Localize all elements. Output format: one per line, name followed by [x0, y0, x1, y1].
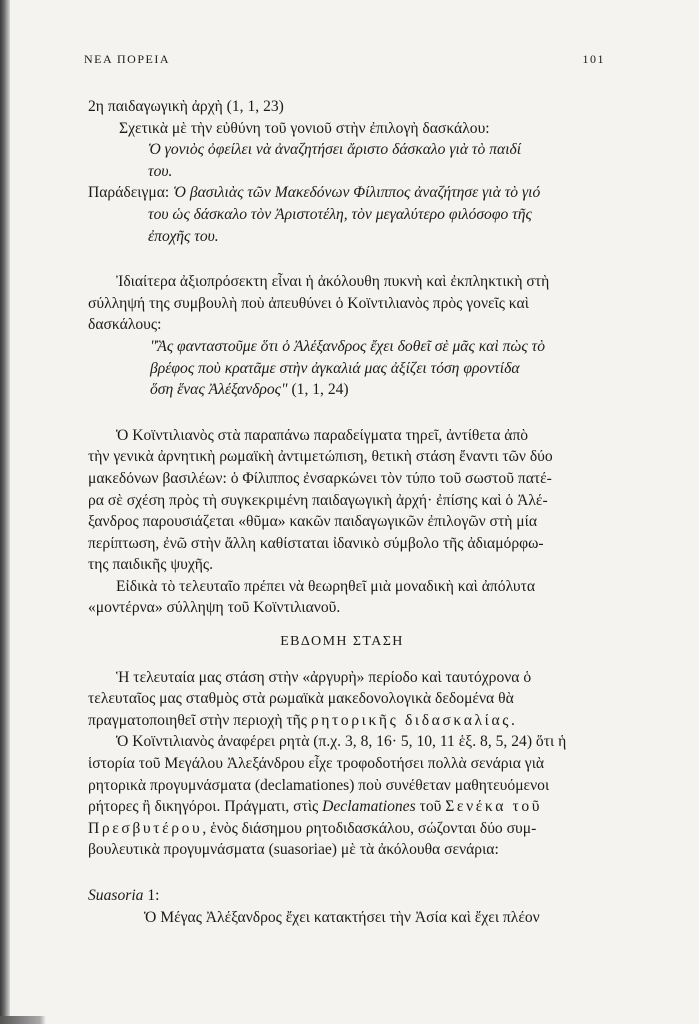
paragraph-line: Ὁ Κοϊντιλιανὸς ἀναφέρει ρητὰ (π.χ. 3, 8, 16· 5, 10, 11 ἑξ. 8, 5, 24) ὅτι ἡ — [116, 733, 567, 751]
quote-line: βρέφος ποὺ κρατᾶμε στὴν ἀγκαλιά μας ἀξίζει τόση φροντίδα — [150, 359, 520, 377]
example-line — [88, 182, 596, 204]
paragraph-line: Ἰδιαίτερα ἀξιοπρόσεκτη εἶναι ἡ ἀκόλουθη πυκνὴ καὶ ἐκπληκτικὴ στὴ — [116, 273, 550, 291]
text-run: ρήτορες ἢ δικηγόροι. Πράγματι, στὶς — [88, 798, 323, 816]
commentary-paragraph — [88, 425, 596, 576]
running-title: ΝΕΑ ΠΟΡΕΙΑ — [84, 52, 170, 66]
body-text — [88, 96, 596, 928]
example-line: ἐποχῆς του. — [148, 227, 219, 245]
paragraph-line: Ἡ τελευταία μας στάση στὴν «ἀργυρὴ» περίοδο καὶ ταυτόχρονα ὁ — [116, 668, 532, 686]
example-line: του ὡς δάσκαλο τὸν Ἀριστοτέλη, τὸν μεγαλύτερο φιλόσοφο τῆς — [148, 205, 532, 223]
example-text: Ὁ βασιλιὰς τῶν Μακεδόνων Φίλιππος ἀναζήτησε γιὰ τὸ γιό — [173, 184, 541, 202]
conclusion-line: Εἰδικὰ τὸ τελευταῖο πρέπει νὰ θεωρηθεῖ μιὰ μοναδικὴ καὶ ἀπόλυτα — [116, 577, 536, 595]
paragraph-line: σύλληψή της συμβουλὴ ποὺ ἀπευθύνει ὁ Κοϊντιλιανὸς πρὸς γονεῖς καὶ — [88, 294, 529, 312]
principle-relation: Σχετικὰ μὲ τὴν εὐθύνη τοῦ γονιοῦ στὴν ἐπιλογὴ δασκάλου: — [119, 119, 490, 137]
quote-reference: (1, 1, 24) — [287, 381, 349, 399]
paragraph-line: Ὁ Κοϊντιλιανὸς στὰ παραπάνω παραδείγματα τηρεῖ, ἀντίθετα ἀπὸ — [116, 426, 529, 444]
running-head — [84, 52, 605, 67]
paragraph-line: ἱστορία τοῦ Μεγάλου Ἀλεξάνδρου εἶχε τροφοδοτήσει πολλὰ σενάρια γιὰ — [88, 755, 545, 773]
maxim-line: του. — [148, 162, 173, 180]
principle-label: 2η παιδαγωγικὴ ἀρχὴ (1, 1, 23) — [88, 98, 284, 115]
work-title: Declamationes — [322, 798, 416, 816]
paragraph-line: μακεδόνων βασιλέων: ὁ Φίλιππος ἐνσαρκώνει τὸν τύπο τοῦ σωστοῦ πατέ- — [88, 469, 552, 487]
paragraph-line: τὴν γενικὰ ἀρνητικὴ ρωμαϊκὴ ἀντιμετώπιση, θετικὴ στάση ἔναντι τῶν δύο — [88, 448, 553, 466]
spaced-emphasis: ρητορικῆς διδασκαλίας — [310, 711, 512, 729]
paragraph-line: της παιδικῆς ψυχῆς. — [88, 556, 213, 574]
quote-line: "Ἂς φανταστοῦμε ὅτι ὁ Ἀλέξανδρος ἔχει δοθεῖ σὲ μᾶς καὶ πὼς τὸ — [150, 337, 546, 355]
paragraph-line: ρητορικὰ προγυμνάσματα (declamationes) ποὺ συνέθεταν μαθητευόμενοι — [88, 776, 550, 794]
suasoria-title: Suasoria — [88, 887, 144, 904]
section-heading: ΕΒΔΟΜΗ ΣΤΑΣΗ — [280, 634, 404, 650]
text-run: πραγματοποιηθεῖ στὴν περιοχὴ τῆς — [88, 711, 311, 729]
paragraph-line: τελευταῖος μας σταθμὸς στὰ ρωμαϊκὰ μακεδονολογικὰ δεδομένα θὰ — [88, 690, 514, 708]
paragraph-line: ξανδρος παρουσιάζεται «θῦμα» κακῶν παιδαγωγικῶν ἐπιλογῶν στὴ μία — [88, 513, 538, 531]
paragraph-line: δασκάλους: — [88, 316, 162, 334]
text-run: . — [511, 711, 515, 729]
paragraph-line: ρα σὲ σχέση πρὸς τὴ συγκεκριμένη παιδαγωγικὴ ἀρχή· ἐπίσης καὶ ὁ Ἀλέ- — [88, 491, 548, 509]
suasoria-number: 1: — [143, 887, 160, 904]
quote-line — [88, 379, 596, 401]
page-number: 101 — [582, 52, 605, 66]
spaced-emphasis: Σενέκα τοῦ — [445, 798, 543, 816]
suasoria-line: Ὁ Μέγας Ἀλέξανδρος ἔχει κατακτήσει τὴν Ἀσία καὶ ἔχει πλέον — [144, 908, 540, 926]
paragraph-line — [88, 710, 596, 732]
suasoria-label — [88, 885, 596, 907]
text-run: , ἑνὸς διάσημου ρητοδιδασκάλου, σώζονται δύο συμ- — [202, 819, 537, 837]
paragraph-line — [88, 818, 596, 840]
conclusion-line: «μοντέρνα» σύλληψη τοῦ Κοϊντιλιανοῦ. — [88, 599, 341, 617]
quote-text: ὅση ἕνας Ἀλέξανδρος" — [150, 381, 288, 399]
spaced-emphasis: Πρεσβυτέρου — [88, 819, 203, 837]
paragraph-line: βουλευτικὰ προγυμνάσματα (suasoriae) μὲ τὰ ἀκόλουθα σενάρια: — [88, 841, 499, 859]
paragraph-line — [88, 796, 596, 818]
paragraph-line: περίπτωση, ἐνῶ στὴν ἄλλη καθίσταται ἰδανικὸ σύμβολο τῆς ἀδιαμόρφω- — [88, 534, 544, 552]
maxim-line: Ὁ γονιὸς ὀφείλει νὰ ἀναζητήσει ἄριστο δάσκαλο γιὰ τὸ παιδί — [148, 141, 522, 159]
example-prefix: Παράδειγμα: — [88, 184, 174, 202]
text-run: τοῦ — [415, 798, 446, 816]
